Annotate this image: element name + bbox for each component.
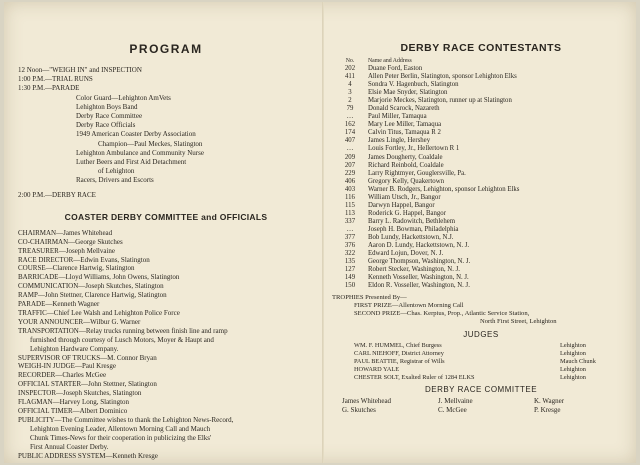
second-prize-cont: North First Street, Lehighton bbox=[480, 318, 557, 326]
contestant-number: 3 bbox=[348, 89, 352, 97]
committee-line: BARRICADE—Lloyd Williams, John Owens, Slatington bbox=[18, 273, 180, 282]
schedule-line: 1:30 P.M.—PARADE bbox=[18, 84, 80, 93]
contestant-row bbox=[332, 137, 630, 145]
contestant-row bbox=[332, 258, 630, 266]
schedule-line: Racers, Drivers and Escorts bbox=[76, 176, 154, 185]
contestant-row bbox=[332, 234, 630, 242]
committee-line: PARADE—Kenneth Wagner bbox=[18, 300, 100, 309]
judge-place: Mauch Chunk bbox=[560, 357, 596, 365]
committee-line: INSPECTOR—Joseph Skutches, Slatington bbox=[18, 389, 142, 398]
contestant-row bbox=[332, 97, 630, 105]
committee-list bbox=[18, 229, 314, 461]
contestant-name: Marjorie Meckes, Slatington, runner up at Slatington bbox=[368, 97, 512, 105]
committee-line: FLAGMAN—Harvey Long, Slatington bbox=[18, 398, 130, 407]
contestant-name: Warner B. Rodgers, Lehighton, sponsor Lehighton Elks bbox=[368, 185, 520, 193]
judge-place: Lehighton bbox=[560, 342, 586, 350]
committee-member: G. Skutches bbox=[342, 405, 376, 414]
contestant-row bbox=[332, 250, 630, 258]
contestant-row bbox=[332, 218, 630, 226]
schedule-line: of Lehighton bbox=[98, 167, 135, 176]
contestant-number: 202 bbox=[344, 65, 356, 72]
contestants-header bbox=[332, 57, 630, 65]
committee-line: RACE DIRECTOR—Edwin Evans, Slatington bbox=[18, 255, 150, 264]
contestant-name: Paul Miller, Tamaqua bbox=[368, 113, 427, 121]
contestant-number: 377 bbox=[344, 233, 356, 241]
contestant-row bbox=[332, 73, 630, 81]
contestant-row bbox=[332, 274, 630, 282]
schedule-line: Champion—Paul Meckes, Slatington bbox=[98, 139, 203, 148]
schedule-line: 1:00 P.M.—TRIAL RUNS bbox=[18, 75, 93, 84]
committee-member: K. Wagner bbox=[534, 397, 565, 406]
contestant-row bbox=[332, 266, 630, 274]
committee-line: PUBLIC ADDRESS SYSTEM—Kenneth Kresge bbox=[18, 451, 158, 460]
committee-title: COASTER DERBY COMMITTEE and OFFICIALS bbox=[64, 211, 268, 222]
schedule-line: Derby Race Officials bbox=[76, 121, 136, 130]
judge-row bbox=[354, 366, 630, 374]
schedule-line: Derby Race Committee bbox=[76, 112, 143, 121]
committee-line: Lehighton Evening Leader, Allentown Morning Call and Mauch bbox=[30, 424, 211, 433]
contestant-row bbox=[332, 226, 630, 234]
contestant-row bbox=[332, 89, 630, 97]
schedule-line: 1949 American Coaster Derby Association bbox=[76, 130, 196, 139]
race-committee-list bbox=[332, 397, 630, 414]
committee-line: Chunk Times-News for their cooperation in publicizing the Elks' bbox=[30, 433, 212, 442]
contestant-number: 174 bbox=[344, 129, 356, 137]
committee-line: TRAFFIC—Chief Lee Walsh and Lehighton Police Force bbox=[18, 309, 180, 317]
contestant-number: 403 bbox=[344, 185, 356, 193]
contestant-row bbox=[332, 162, 630, 170]
committee-line: CHAIRMAN—James Whitehead bbox=[18, 228, 113, 237]
contestant-number: 376 bbox=[344, 242, 356, 250]
col-name-header: Name and Address bbox=[368, 58, 412, 64]
contestant-number: 407 bbox=[344, 137, 356, 145]
contestant-name: Elsie Mae Snyder, Slatington bbox=[368, 89, 448, 97]
second-prize: SECOND PRIZE—Chas. Kerpius, Prop., Atlantic Service Station, bbox=[354, 310, 530, 318]
contestant-name: Aaron D. Lundy, Hackettstown, N. J. bbox=[368, 242, 470, 250]
contestant-row bbox=[332, 105, 630, 113]
contestant-number: … bbox=[346, 145, 354, 153]
contestant-number: 4 bbox=[348, 81, 352, 89]
contestant-row bbox=[332, 202, 630, 210]
contestant-row bbox=[332, 154, 630, 162]
contestant-name: Richard Reinbold, Coaldale bbox=[368, 161, 444, 169]
committee-line: COURSE—Clarence Hartwig, Slatington bbox=[18, 264, 135, 273]
judge-row bbox=[354, 350, 630, 358]
judge-place: Lehighton bbox=[560, 350, 586, 358]
contestant-name: Larry Rightmyer, Gouglersville, Pa. bbox=[368, 169, 466, 177]
race-committee-title: DERBY RACE COMMITTEE bbox=[424, 385, 538, 395]
contestant-number: 406 bbox=[344, 177, 356, 185]
contestant-row bbox=[332, 186, 630, 194]
committee-line: TRANSPORTATION—Relay trucks running between finish line and ramp bbox=[18, 326, 228, 335]
committee-line: CO-CHAIRMAN—George Skutches bbox=[18, 237, 123, 246]
contestant-name: Barry L. Radowitch, Bethlehem bbox=[368, 217, 456, 225]
contestant-number: … bbox=[346, 113, 354, 121]
contestant-row bbox=[332, 113, 630, 121]
contestant-number: 149 bbox=[344, 274, 356, 282]
contestant-name: Darwyn Happel, Bangor bbox=[368, 201, 435, 209]
contestant-name: Gregory Kelly, Quakertown bbox=[368, 177, 445, 185]
committee-line: First Annual Coaster Derby. bbox=[30, 442, 109, 451]
judges-list bbox=[332, 342, 630, 381]
judge-place: Lehighton bbox=[560, 373, 586, 381]
contestant-number: … bbox=[346, 225, 354, 233]
schedule-line: 12 Noon—"WEIGH IN" and INSPECTION bbox=[18, 66, 142, 74]
contestant-row bbox=[332, 282, 630, 290]
contestant-row bbox=[332, 210, 630, 218]
contestant-row bbox=[332, 145, 630, 153]
schedule-line: Lehighton Boys Band bbox=[76, 102, 138, 111]
program-schedule bbox=[18, 66, 314, 200]
contestant-name: Calvin Titus, Tamaqua R 2 bbox=[368, 129, 441, 137]
contestant-number: 207 bbox=[344, 161, 356, 169]
contestant-name: James Dougherty, Coaldale bbox=[368, 153, 443, 161]
committee-line: TREASURER—Joseph Mellvaine bbox=[18, 246, 116, 255]
contestant-number: 127 bbox=[344, 266, 356, 274]
committee-line: OFFICIAL TIMER—Albert Dominico bbox=[18, 406, 128, 415]
judge-row bbox=[354, 374, 630, 382]
program-title: PROGRAM bbox=[129, 42, 203, 56]
judge-name: PAUL BEATTIE, Registrar of Wills bbox=[354, 357, 445, 365]
contestant-number: 322 bbox=[344, 250, 356, 258]
contestant-row bbox=[332, 178, 630, 186]
program-sheet bbox=[4, 2, 636, 463]
contestant-number: 135 bbox=[344, 258, 356, 266]
judge-place: Lehighton bbox=[560, 365, 586, 373]
judge-name: CHESTER SOLT, Exalted Ruler of 1284 ELKS bbox=[354, 373, 475, 381]
judge-row bbox=[354, 358, 630, 366]
contestant-number: 116 bbox=[345, 193, 355, 201]
first-prize: FIRST PRIZE—Allentown Morning Call bbox=[354, 302, 464, 310]
left-page bbox=[18, 42, 314, 460]
contestant-number: 79 bbox=[346, 105, 354, 113]
contestant-name: Bob Lundy, Hackettstown, N.J. bbox=[368, 233, 454, 241]
trophies-title: TROPHIES Presented By— bbox=[332, 294, 407, 302]
committee-member: C. McGee bbox=[438, 405, 467, 414]
contestant-number: 229 bbox=[344, 169, 356, 177]
committee-member: J. Mellvaine bbox=[438, 397, 473, 406]
committee-line: RECORDER—Charles McGee bbox=[18, 371, 107, 380]
contestant-name: Robert Stecker, Washington, N. J. bbox=[368, 266, 460, 274]
contestant-name: Mary Lee Miller, Tamaqua bbox=[368, 121, 442, 129]
judge-name: WM. F. HUMMEL, Chief Burgess bbox=[354, 342, 442, 350]
schedule-line: 2:00 P.M.—DERBY RACE bbox=[18, 190, 96, 199]
contestant-number: 209 bbox=[344, 153, 356, 161]
contestant-row bbox=[332, 121, 630, 129]
judge-name: CARL NIEHOFF, District Attorney bbox=[354, 350, 444, 358]
committee-line: furnished through courtesy of Lusch Motors, Moyer & Haupt and bbox=[30, 335, 214, 344]
committee-line: OFFICIAL STARTER—John Stettner, Slatington bbox=[18, 380, 157, 389]
contestant-row bbox=[332, 242, 630, 250]
committee-line: RAMP—John Stettner, Clarence Hartwig, Slatington bbox=[18, 291, 167, 300]
committee-line: PUBLICITY—The Committee wishes to thank the Lehighton News-Record, bbox=[18, 415, 234, 424]
contestant-name: Allen Peter Berlin, Slatington, sponsor Lehighton Elks bbox=[368, 73, 517, 81]
contestant-number: 150 bbox=[344, 282, 356, 290]
schedule-line: Lehighton Ambulance and Community Nurse bbox=[76, 148, 204, 157]
committee-row bbox=[342, 397, 630, 406]
committee-line: YOUR ANNOUNCER—Wilbur G. Warner bbox=[18, 317, 141, 326]
contestant-number: 2 bbox=[348, 97, 352, 105]
contestant-row bbox=[332, 65, 630, 73]
contestant-number: 115 bbox=[345, 201, 355, 209]
contestant-name: Joseph H. Bowman, Philadelphia bbox=[368, 225, 459, 233]
contestant-name: Duane Ford, Easton bbox=[368, 65, 423, 72]
col-no-header: No. bbox=[345, 58, 355, 64]
committee-member: P. Kresge bbox=[534, 405, 561, 414]
judge-name: HOWARD YALE bbox=[354, 365, 400, 373]
contestants-list bbox=[332, 65, 630, 290]
contestant-name: William Utsch, Jr., Bangor bbox=[368, 193, 441, 201]
contestant-number: 337 bbox=[344, 217, 356, 225]
contestant-number: 162 bbox=[344, 121, 356, 129]
contestant-name: Kenneth Vosseller, Washington, N. J. bbox=[368, 274, 469, 282]
committee-member: James Whitehead bbox=[342, 397, 392, 406]
contestants-title: DERBY RACE CONTESTANTS bbox=[400, 42, 562, 54]
contestant-number: 411 bbox=[345, 73, 355, 81]
contestant-name: Sondra V. Hagenbuch, Slatington bbox=[368, 81, 459, 89]
contestant-row bbox=[332, 170, 630, 178]
contestant-name: James Lingle, Hershey bbox=[368, 137, 431, 145]
contestant-name: Louis Fortley, Jr., Hellertown R 1 bbox=[368, 145, 460, 153]
schedule-line: Luther Beers and First Aid Detachment bbox=[76, 158, 187, 167]
committee-row bbox=[342, 406, 630, 415]
committee-line: WEIGH-IN JUDGE—Paul Kresge bbox=[18, 362, 116, 371]
contestant-name: George Thompson, Washington, N. J. bbox=[368, 258, 471, 266]
right-page bbox=[332, 42, 630, 414]
schedule-line: Color Guard—Lehighton AmVets bbox=[76, 93, 171, 102]
page-fold bbox=[322, 2, 324, 463]
contestant-name: Edward Lojun, Dover, N. J. bbox=[368, 250, 444, 258]
contestant-row bbox=[332, 129, 630, 137]
contestant-name: Roderick G. Happel, Bangor bbox=[368, 209, 446, 217]
contestant-name: Eldon R. Vosseller, Washington, N. J. bbox=[368, 282, 470, 290]
judge-row bbox=[354, 342, 630, 350]
contestant-name: Donald Scarock, Nazareth bbox=[368, 105, 440, 113]
judges-title: JUDGES bbox=[463, 330, 499, 340]
contestant-row bbox=[332, 81, 630, 89]
contestant-row bbox=[332, 194, 630, 202]
contestant-number: 113 bbox=[345, 209, 355, 217]
committee-line: COMMUNICATION—Joseph Skutches, Slatington bbox=[18, 282, 164, 291]
committee-line: Lehighton Hardware Company. bbox=[30, 344, 119, 353]
committee-line: SUPERVISOR OF TRUCKS—M. Connor Bryan bbox=[18, 353, 157, 362]
